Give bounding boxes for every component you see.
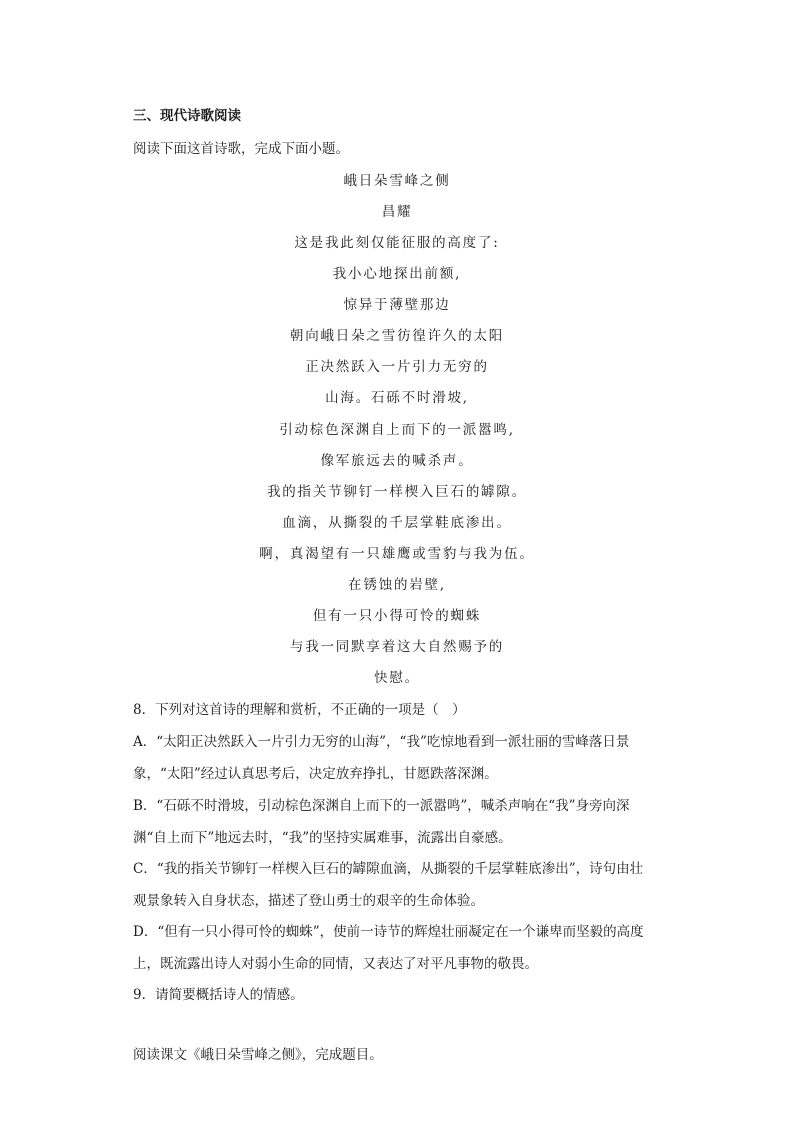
poem-line: 与我一同默享着这大自然赐予的: [289, 639, 505, 655]
section-instruction: 阅读下面这首诗歌，完成下面小题。: [133, 141, 349, 157]
option-c: C．“我的指关节铆钉一样楔入巨石的罅隙血滴，从撕裂的千层掌鞋底渗出”，诗句由壮: [133, 861, 644, 877]
poem-title: 峨日朵雪峰之侧: [343, 173, 451, 189]
poem-line: 但有一只小得可怜的蜘蛛: [312, 608, 482, 624]
option-c-continued: 观景象转入自身状态，描述了登山勇士的艰辛的生命体验。: [133, 893, 484, 909]
poem-line: 啊，真渴望有一只雄鹰或雪豹与我为伍。: [259, 546, 535, 562]
poem-line: 山海。石砾不时滑坡,: [325, 390, 469, 406]
poem-line: 像军旅远去的喊杀声。: [320, 453, 474, 469]
poem-line: 朝向峨日朵之雪彷徨许久的太阳: [289, 328, 505, 344]
poem-line: 血滴，从撕裂的千层掌鞋底渗出。: [282, 515, 512, 531]
poem-line: 引动棕色深渊自上而下的一派嚣鸣,: [279, 422, 515, 438]
poem-line: 在锈蚀的岩壁,: [348, 577, 446, 593]
poem-line: 我小心地探出前额,: [332, 266, 462, 282]
question-8-stem: 8．下列对这首诗的理解和赏析，不正确的一项是（ ）: [133, 702, 466, 718]
section-heading: 三、现代诗歌阅读: [133, 108, 241, 124]
option-b-continued: 渊“自上而下”地远去时，“我”的坚持实属难事，流露出自豪感。: [133, 830, 512, 846]
option-a-continued: 象，“太阳”经过认真思考后，决定放弃挣扎，甘愿跌落深渊。: [133, 766, 498, 782]
option-d-continued: 上，既流露出诗人对弱小生命的同情，又表达了对平凡事物的敬畏。: [133, 956, 538, 972]
poem-line: 惊异于薄壁那边: [343, 297, 451, 313]
poem-line: 我的指关节铆钉一样楔入巨石的罅隙。: [266, 484, 528, 500]
poem-line: 正决然跃入一片引力无穷的: [305, 359, 489, 375]
question-9-stem: 9．请简要概括诗人的情感。: [133, 987, 304, 1003]
option-a: A．“太阳正决然跃入一片引力无穷的山海”，“我”吃惊地看到一派壮丽的雪峰落日景: [133, 734, 630, 750]
option-b: B．“石砾不时滑坡，引动棕色深渊自上而下的一派嚣鸣”，喊杀声响在“我”身旁向深: [133, 798, 630, 814]
option-d: D．“但有一只小得可怜的蜘蛛”，使前一诗节的辉煌壮丽凝定在一个谦卑而坚毅的高度: [133, 924, 644, 940]
poem-line: 这是我此刻仅能征服的高度了:: [294, 235, 500, 251]
poem-author: 昌耀: [381, 204, 413, 220]
poem-line: 快慰。: [374, 670, 420, 686]
footer-instruction: 阅读课文《峨日朵雪峰之侧》，完成题目。: [133, 1047, 383, 1063]
